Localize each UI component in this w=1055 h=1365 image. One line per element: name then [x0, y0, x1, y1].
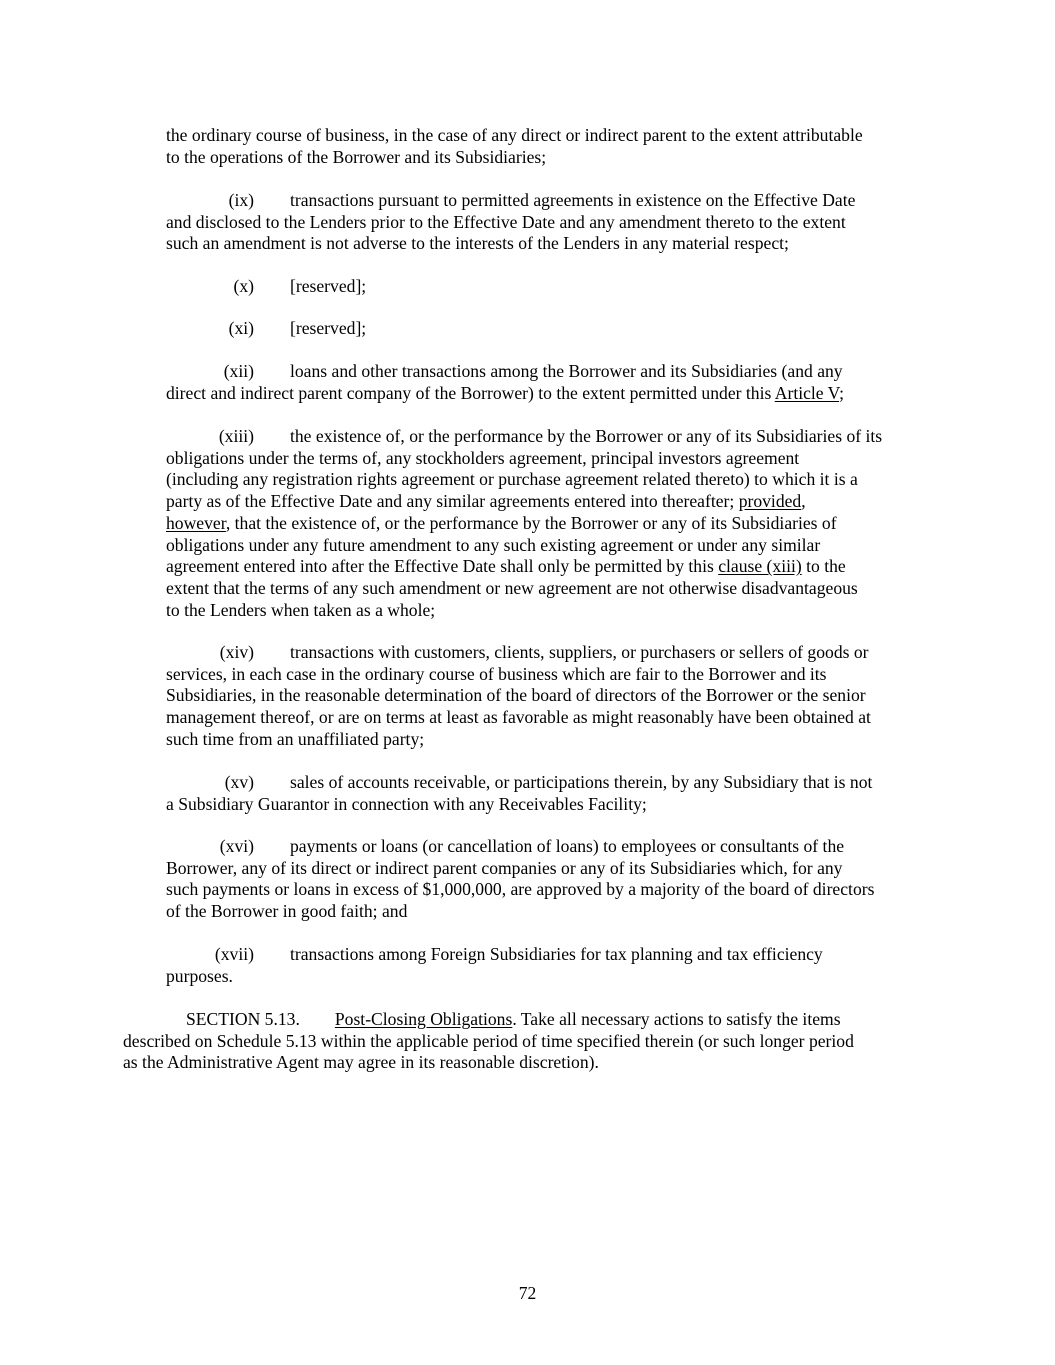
clause-xvii: (xvii) transactions among Foreign Subsidiaries for tax planning and tax efficiency purposes. [166, 944, 823, 986]
however-term: however [166, 512, 226, 533]
clause-ix: (ix) transactions pursuant to permitted agreements in existence on the Effective Date and disclosed to the Lenders prior to the Effective Date and any amendment thereto to the extent such an amendment is not adverse to the interests of the Lenders in any material respect; [166, 190, 856, 254]
article-v-reference: Article V [774, 382, 840, 403]
clause-number: (ix) [228, 190, 254, 210]
clause-xiii-reference: clause (xiii) [718, 556, 802, 577]
provided-term: provided [738, 491, 802, 512]
clause-number: (x) [233, 276, 254, 296]
clause-number: (xii) [223, 361, 254, 381]
clause-xv: (xv) sales of accounts receivable, or participations therein, by any Subsidiary that is not a Subsidiary Guarantor in connection with any Receivables Facility; [166, 772, 873, 814]
section-title: Post-Closing Obligations [334, 1009, 513, 1029]
clause-xvi: (xvi) payments or loans (or cancellation of loans) to employees or consultants of the Borrower, any of its direct or indirect parent companies or any of its Subsidiaries which, for any such payments or loans in excess of $1,000,000, are approved by a majority of the board of directors of the Borrower in good faith; and [166, 836, 875, 922]
clause-xi: (xi) [reserved]; [166, 318, 936, 340]
clause-number: (xvi) [219, 836, 254, 856]
clause-number: (xiv) [219, 642, 254, 662]
clause-number: (xiii) [218, 426, 254, 446]
clause-number: (xvii) [214, 944, 254, 964]
clause-xiv: (xiv) transactions with customers, clients, suppliers, or purchasers or sellers of goods or services, in each case in the ordinary course of business which are fair to the Borrower and its Subsidiaries, in the reasonable determination of the board of directors of the Borrower or the senior management thereof, or are on terms at least as favorable as might reasonably have been obtained at such time from an unaffiliated party; [166, 642, 871, 749]
clause-xii: (xii) loans and other transactions among the Borrower and its Subsidiaries (and any direct and indirect parent company of the Borrower) to the extent permitted under this Article V; [166, 361, 844, 403]
clause-x: (x) [reserved]; [166, 276, 936, 298]
page-number: 72 [518, 1283, 537, 1303]
clause-number: (xi) [228, 318, 254, 338]
section-5-13: SECTION 5.13. Post-Closing Obligations. Take all necessary actions to satisfy the items described on Schedule 5.13 within the applicable period of time specified therein (or such longer period as the Administrative Agent may agree in its reasonable discretion). [123, 1009, 854, 1073]
clause-number: (xv) [224, 772, 254, 792]
clause-xiii: (xiii) the existence of, or the performance by the Borrower or any of its Subsidiaries of its obligations under the terms of, any stockholders agreement, principal investors agreement (including any registration rights agreement or purchase agreement related thereto) to which it is a party as of the Effective Date and any similar agreements entered into thereafter; provided, however, that the existence of, or the performance by the Borrower or any of its Subsidiaries of obligations under any future amendment to any such existing agreement or under any similar agreement entered into after the Effective Date shall only be permitted by this clause (xiii) to the extent that the terms of any such amendment or new agreement are not otherwise disadvantageous to the Lenders when taken as a whole; [166, 426, 883, 620]
section-label: SECTION 5.13. [186, 1009, 300, 1029]
intro-paragraph: the ordinary course of business, in the case of any direct or indirect parent to the extent attributable to the operations of the Borrower and its Subsidiaries; [166, 125, 863, 167]
